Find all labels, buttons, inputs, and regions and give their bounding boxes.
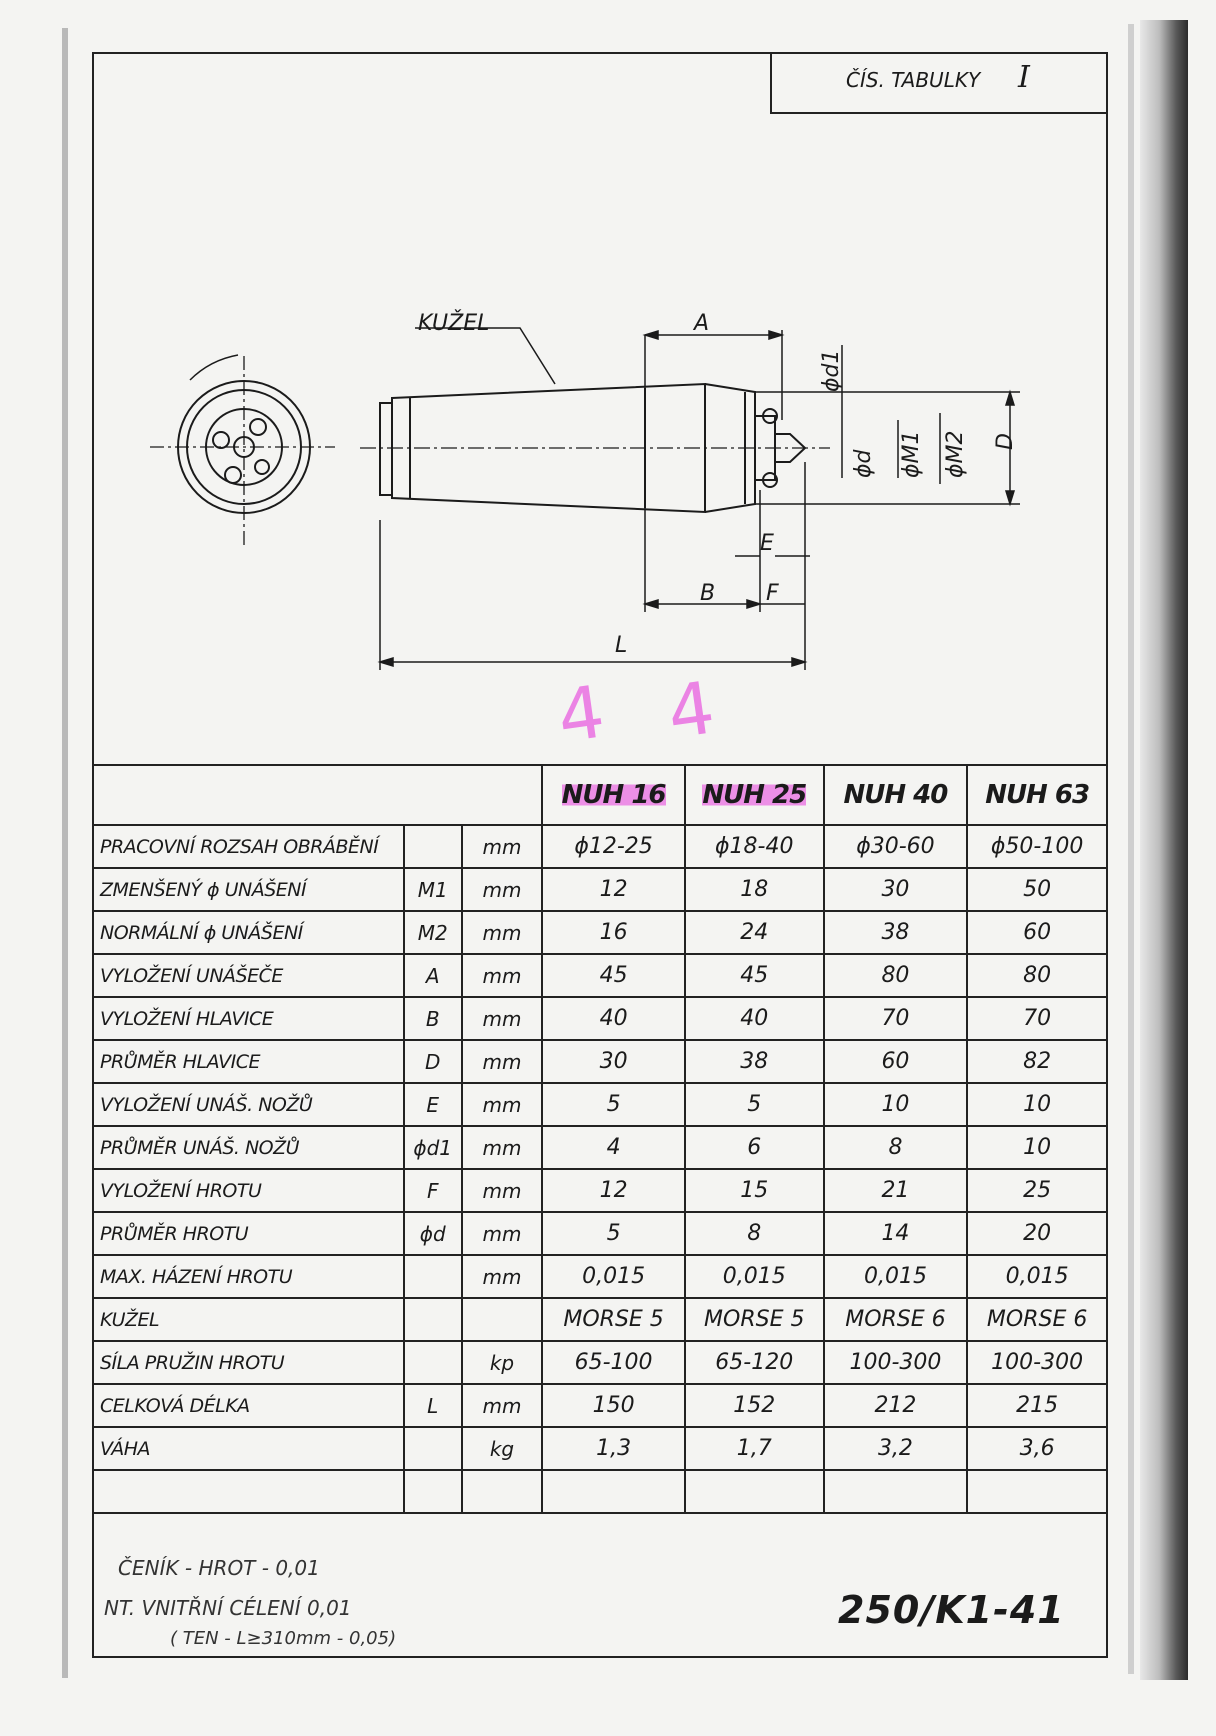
row-value: 10 [967,1083,1107,1126]
header-empty-cell [93,765,542,825]
label-dim-d: ϕd [851,449,876,478]
dimension-lines [380,330,1020,670]
row-value: 5 [542,1083,685,1126]
row-value: 100-300 [824,1341,968,1384]
row-unit: mm [462,1169,543,1212]
row-value: 0,015 [685,1255,824,1298]
row-value: 10 [967,1126,1107,1169]
row-unit: mm [462,1255,543,1298]
label-dim-L: L [615,633,628,658]
row-label: PRŮMĚR HLAVICE [93,1040,404,1083]
row-symbol: M1 [404,868,462,911]
table-row [93,1169,1107,1212]
row-value: ϕ50-100 [967,825,1107,868]
row-value: 45 [542,954,685,997]
row-value: 212 [824,1384,968,1427]
label-dim-d1: ϕd1 [819,349,844,392]
row-symbol: ϕd1 [404,1126,462,1169]
column-header-label: NUH 25 [702,780,807,810]
row-value: 38 [824,911,968,954]
row-value: 8 [685,1212,824,1255]
row-value: MORSE 6 [824,1298,968,1341]
end-view [150,355,335,545]
table-row [93,868,1107,911]
row-value: ϕ12-25 [542,825,685,868]
row-unit: mm [462,1040,543,1083]
row-value: 38 [685,1040,824,1083]
row-value: 30 [542,1040,685,1083]
row-value: 6 [685,1126,824,1169]
label-dim-A: A [694,311,710,336]
row-symbol: A [404,954,462,997]
table-row-empty [93,1470,1107,1513]
row-value: 5 [685,1083,824,1126]
row-label: KUŽEL [93,1298,404,1341]
row-symbol [404,1298,462,1341]
row-value: 40 [685,997,824,1040]
label-dim-D: D [993,433,1018,450]
row-value: 70 [824,997,968,1040]
row-value: 70 [967,997,1107,1040]
row-value: 20 [967,1212,1107,1255]
row-value: 0,015 [967,1255,1107,1298]
side-view [360,328,830,512]
row-label: PRŮMĚR HROTU [93,1212,404,1255]
row-symbol: E [404,1083,462,1126]
table-row [93,997,1107,1040]
row-unit: mm [462,954,543,997]
row-value: 50 [967,868,1107,911]
table-row [93,1126,1107,1169]
row-value: 16 [542,911,685,954]
row-unit: mm [462,1212,543,1255]
row-symbol [404,1341,462,1384]
row-unit: mm [462,997,543,1040]
table-row [93,1341,1107,1384]
row-label: VYLOŽENÍ UNÁŠEČE [93,954,404,997]
row-unit: mm [462,1126,543,1169]
row-symbol: M2 [404,911,462,954]
row-value: 25 [967,1169,1107,1212]
column-header-label: NUH 16 [561,780,666,810]
row-label: VYLOŽENÍ HROTU [93,1169,404,1212]
row-unit: kp [462,1341,543,1384]
pink-mark-2: 4 [662,665,720,755]
table-row [93,1083,1107,1126]
label-dim-M1: ϕM1 [899,430,924,478]
table-row [93,1298,1107,1341]
row-label: CELKOVÁ DÉLKA [93,1384,404,1427]
drawing-number: 250/K1-41 [838,1588,1065,1632]
row-label: VYLOŽENÍ HLAVICE [93,997,404,1040]
row-label: SÍLA PRUŽIN HROTU [93,1341,404,1384]
row-value: 0,015 [824,1255,968,1298]
row-unit: mm [462,911,543,954]
table-row [93,1427,1107,1470]
table-row [93,1212,1107,1255]
row-label: PRACOVNÍ ROZSAH OBRÁBĚNÍ [93,825,404,868]
row-value: 1,7 [685,1427,824,1470]
pink-mark-1: 4 [552,669,610,759]
row-value: 65-100 [542,1341,685,1384]
row-label: NORMÁLNÍ ϕ UNÁŠENÍ [93,911,404,954]
row-value: 45 [685,954,824,997]
row-label: ZMENŠENÝ ϕ UNÁŠENÍ [93,868,404,911]
row-unit [462,1298,543,1341]
row-value: 3,2 [824,1427,968,1470]
row-value: MORSE 5 [685,1298,824,1341]
row-value: 24 [685,911,824,954]
column-header: NUH 40 [824,765,968,825]
note-line-2: NT. VNITŘNÍ CÉLENÍ 0,01 [104,1596,352,1620]
label-dim-M2: ϕM2 [943,430,968,478]
column-header [685,765,824,825]
row-symbol: B [404,997,462,1040]
row-symbol [404,825,462,868]
row-unit: mm [462,1083,543,1126]
table-row [93,1040,1107,1083]
note-line-3: ( TEN - L≥310mm - 0,05) [170,1628,397,1649]
column-header [542,765,685,825]
row-value: 12 [542,1169,685,1212]
row-unit: kg [462,1427,543,1470]
table-row [93,825,1107,868]
note-line-1: ČENÍK - HROT - 0,01 [118,1556,320,1580]
row-label: PRŮMĚR UNÁŠ. NOŽŮ [93,1126,404,1169]
row-value: 10 [824,1083,968,1126]
title-block-label: ČÍS. TABULKY [846,68,981,92]
spec-table [92,764,1108,1514]
row-value: 40 [542,997,685,1040]
row-value: 100-300 [967,1341,1107,1384]
label-dim-F: F [766,581,779,606]
row-value: 80 [824,954,968,997]
row-value: 1,3 [542,1427,685,1470]
row-value: 4 [542,1126,685,1169]
table-row [93,954,1107,997]
row-value: 15 [685,1169,824,1212]
row-value: 30 [824,868,968,911]
row-value: 14 [824,1212,968,1255]
label-cone: KUŽEL [418,311,490,336]
table-row [93,1255,1107,1298]
row-symbol: L [404,1384,462,1427]
row-value: 21 [824,1169,968,1212]
row-unit: mm [462,1384,543,1427]
technical-drawing [0,0,1216,764]
row-value: 150 [542,1384,685,1427]
row-value: 8 [824,1126,968,1169]
row-symbol: F [404,1169,462,1212]
row-value: 0,015 [542,1255,685,1298]
row-label: MAX. HÁZENÍ HROTU [93,1255,404,1298]
row-value: 152 [685,1384,824,1427]
label-dim-E: E [760,531,774,556]
row-unit: mm [462,825,543,868]
row-value: 18 [685,868,824,911]
row-unit: mm [462,868,543,911]
table-row [93,1384,1107,1427]
row-value: 3,6 [967,1427,1107,1470]
row-value: MORSE 6 [967,1298,1107,1341]
row-value: 12 [542,868,685,911]
row-value: 60 [967,911,1107,954]
row-value: ϕ30-60 [824,825,968,868]
row-symbol: D [404,1040,462,1083]
row-value: 60 [824,1040,968,1083]
row-label: VYLOŽENÍ UNÁŠ. NOŽŮ [93,1083,404,1126]
row-value: 80 [967,954,1107,997]
title-block-number: I [1018,60,1030,95]
label-dim-B: B [700,581,716,606]
row-symbol [404,1255,462,1298]
row-label: VÁHA [93,1427,404,1470]
row-value: 5 [542,1212,685,1255]
row-symbol: ϕd [404,1212,462,1255]
row-value: MORSE 5 [542,1298,685,1341]
table-row [93,911,1107,954]
column-header: NUH 63 [967,765,1107,825]
row-value: 215 [967,1384,1107,1427]
row-value: 82 [967,1040,1107,1083]
row-value: ϕ18-40 [685,825,824,868]
row-value: 65-120 [685,1341,824,1384]
row-symbol [404,1427,462,1470]
table-header-row [93,765,1107,825]
